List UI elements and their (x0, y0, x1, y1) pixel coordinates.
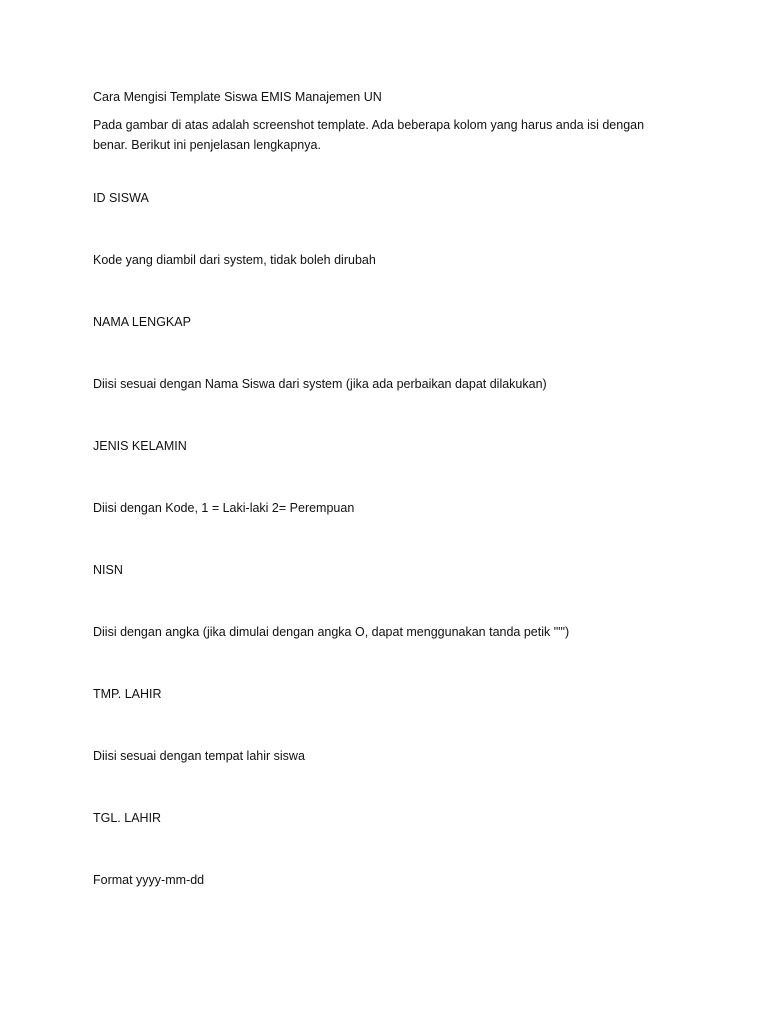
field-heading: ID SISWA (93, 191, 149, 205)
field-heading-block (93, 436, 693, 498)
field-heading-block (93, 684, 693, 746)
field-heading-block (93, 312, 693, 374)
document-page (93, 87, 693, 932)
field-heading: TGL. LAHIR (93, 811, 162, 825)
field-description-block (93, 622, 693, 684)
field-description: Format yyyy-mm-dd (93, 873, 205, 887)
field-heading: JENIS KELAMIN (93, 439, 187, 453)
field-description-block (93, 870, 693, 932)
field-description: Diisi sesuai dengan Nama Siswa dari system (jika ada perbaikan dapat dilakukan) (93, 377, 547, 391)
field-description-block (93, 498, 693, 560)
field-heading: NAMA LENGKAP (93, 315, 191, 329)
field-heading-block (93, 808, 693, 870)
field-heading-block (93, 188, 693, 250)
field-description: Diisi dengan angka (jika dimulai dengan angka O, dapat menggunakan tanda petik "'") (93, 625, 570, 639)
field-heading-block (93, 560, 693, 622)
field-description: Kode yang diambil dari system, tidak boleh dirubah (93, 253, 376, 267)
field-description-block (93, 746, 693, 808)
document-title: Cara Mengisi Template Siswa EMIS Manajemen UN (93, 90, 382, 104)
field-description: Diisi dengan Kode, 1 = Laki-laki 2= Perempuan (93, 501, 355, 515)
intro-paragraph: Pada gambar di atas adalah screenshot template. Ada beberapa kolom yang harus anda isi dengan benar. Berikut ini penjelasan lengkapnya. (93, 118, 645, 152)
field-list (93, 188, 693, 932)
field-description-block (93, 250, 693, 312)
field-description: Diisi sesuai dengan tempat lahir siswa (93, 749, 305, 763)
field-description-block (93, 374, 693, 436)
field-heading: TMP. LAHIR (93, 687, 162, 701)
field-heading: NISN (93, 563, 123, 577)
